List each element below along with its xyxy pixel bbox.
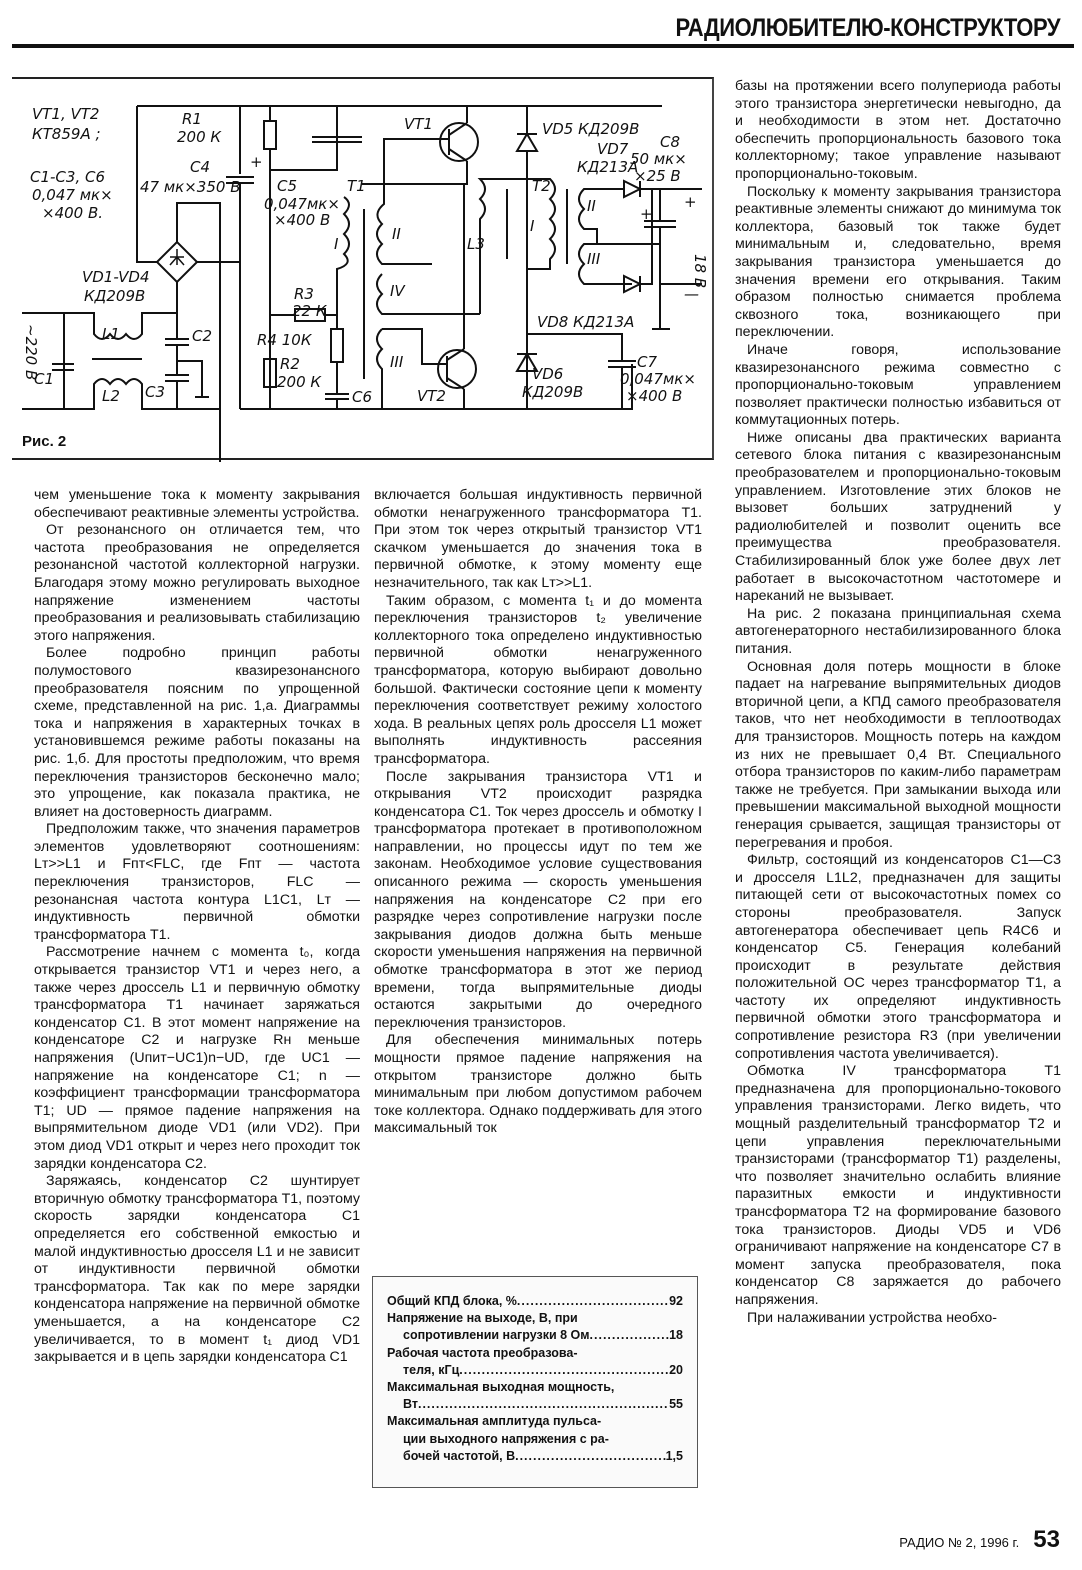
label-c3: C3: [145, 383, 166, 401]
label-c8-voltage: ×25 В: [634, 167, 681, 185]
label-c1: C1: [34, 370, 55, 388]
spec-power: [387, 1396, 683, 1413]
label-c6: C6: [352, 388, 373, 406]
label-t2-winding-iii: III: [587, 250, 601, 268]
label-vd7-type: КД213А: [577, 158, 639, 176]
label-t2: T2: [532, 177, 551, 195]
label-c7-value: 0,047мк×: [620, 370, 696, 388]
label-c5: C5: [277, 177, 298, 195]
text-column-3: [735, 78, 1061, 1327]
label-vt2: VT2: [417, 387, 446, 405]
schematic-svg: [12, 79, 714, 462]
label-vt-type: КТ859А ;: [32, 125, 101, 143]
label-c5-voltage: ×400 В: [274, 211, 331, 229]
label-vt1: VT1: [404, 115, 433, 133]
c4-plus-sign: +: [250, 153, 263, 171]
spec-label: Общий КПД блока, %: [387, 1294, 517, 1308]
label-caps-voltage: ×400 В.: [42, 204, 104, 222]
label-r3-value: 22 К: [292, 302, 327, 320]
paragraph: Более подробно принцип работы полумостового квазирезонансного преобразователя поясним по упрощенной схеме, представленной на рис. 1,а. Диаграммы тока и напряжения в характерных точках в установившемся режиме работы показаны на рис. 1,б. Для простоты предположим, что время переключения транзисторов бесконечно мало; это упрощение, как показала практика, не влияет на достоверность диаграмм.: [34, 645, 360, 820]
paragraph: Таким образом, с момента t₁ и до момента переключения транзисторов t₂ увеличение коллекторного тока определено индуктивностью первичной обмотки ненагруженного трансформатора, которую выбирают довольно большой. Фактически состояние цепи к моменту переключения соответствует режиму холостого хода. В реальных цепях роль дросселя L1 может выполнять индуктивность рассеяния трансформатора.: [374, 592, 702, 767]
spec-value: 1,5: [665, 1448, 683, 1463]
label-c2: C2: [192, 327, 213, 345]
text-column-2: [374, 487, 702, 1138]
paragraph: Основная доля потерь мощности в блоке падает на нагревание выпрямительных диодов вторичной цепи, а КПД самого преобразователя таков, что нет необходимости в теплоотводах для транзисторов. Мощность потерь на каждом из них не превышает 0,4 Вт. Специального отбора транзисторов по каким-либо параметрам также не требуется. При замыкании выхода или превышении максимальной выходной мощности генерация срывается, защищая транзисторы от перегревания и пробоя.: [735, 658, 1061, 851]
label-c5-value: 0,047мк×: [264, 195, 340, 213]
spec-label: Напряжение на выходе, В, при: [387, 1311, 578, 1326]
paragraph: На рис. 2 показана принципиальная схема автогенераторного нестабилизированного блока питания.: [735, 605, 1061, 657]
paragraph: Ниже описаны два практических варианта сетевого блока питания с квазирезонансным преобразователем и пропорционально-токовым управлением. Изготовление этих блоков не вызовет больших затруднений у радиолюбителей и позволит оценить все преимущества преобразователя. Стабилизированный блок уже более двух лет работает в высокочастотном частотомере и нареканий не вызывает.: [735, 429, 1061, 605]
paragraph: Фильтр, состоящий из конденсаторов С1—С3 и дросселя L1L2, предназначен для защиты питающей сети от высокочастотных помех со стороны преобразователя. Запуск автогенератора обеспечивает цепь R4C6 и конденсатор С5. Генерация колебаний происходит в результате действия положительной ОС через трансформатор Т1, а частоту их определяют индуктивность первичной обмотки этого трансформатора и сопротивление резистора R3 (при увеличении сопротивления частота увеличивается).: [735, 852, 1061, 1062]
paragraph: базы на протяжении всего полупериода работы этого транзистора энергетически невыгодно, да и необходимости в этом нет. Достаточно обеспечить пропорциональность базового тока коллекторному; такое управление называют пропорционально-токовым.: [735, 78, 1061, 182]
label-caps-note: C1-C3, C6: [30, 168, 105, 186]
spec-efficiency: [387, 1293, 683, 1310]
spec-label: теля, кГц: [403, 1362, 460, 1377]
label-c7-voltage: ×400 В: [626, 387, 683, 405]
spec-value: 18: [669, 1328, 683, 1343]
paragraph: Рассмотрение начнем с момента t₀, когда открывается транзистор VT1 и через него, а также через дроссель L1 и первичную обмотку трансформатора Т1 начинает заряжаться конденсатор С1. В этот момент напряжение на конденсаторе С2 и нагрузке Rн меньше напряжения (Uпит−UC1)n−UD, где UC1 — напряжение на конденсаторе С1; n — коэффициент трансформации трансформатора Т1; UD — прямое падение напряжения на выпрямительном диоде VD1 (или VD2). При этом диод VD1 открыт и через него проходит ток зарядки конденсатора С2.: [34, 944, 360, 1172]
label-c8: C8: [660, 133, 681, 151]
paragraph: Для обеспечения минимальных потерь мощности прямое падение напряжения на открытом транзисторе должно быть минимальным при любом допустимом рабочем токе коллектора. Однако поддерживать для этого максимальный ток: [374, 1032, 702, 1137]
spec-label: Максимальная выходная мощность,: [387, 1380, 615, 1395]
paragraph: Заряжаясь, конденсатор С2 шунтирует вторичную обмотку трансформатора Т1, поэтому скорость зарядки конденсатора С1 определяется его собственной емкостью и малой индуктивностью дросселя L1 и не зависит от индуктивности первичной обмотки трансформатора. Так как по мере зарядки конденсатора напряжение на первичной обмотке уменьшается, а на конденсаторе С2 увеличивается, то в момент t₁ диод VD1 закрывается и в цепь зарядки конденсатора С1: [34, 1173, 360, 1366]
label-t1-winding-i: I: [334, 235, 339, 253]
circuit-diagram-figure: [12, 77, 714, 460]
output-minus-terminal: —: [684, 285, 699, 303]
label-r2-value: 200 К: [277, 373, 322, 391]
label-c7: C7: [637, 353, 658, 371]
page-footer: [899, 1526, 1060, 1554]
label-vd6-type: КД209В: [522, 383, 584, 401]
paragraph: От резонансного он отличается тем, что частота преобразования не определяется резонансной частотой коллекторной нагрузки. Благодаря этому можно регулировать выходное напряжение изменением частоты преобразования и реализовывать стабилизацию этого напряжения.: [34, 522, 360, 644]
label-vd7: VD7: [597, 140, 629, 158]
paragraph: включается большая индуктивность первичной обмотки ненагруженного трансформатора Т1. При этом ток через открытый транзистор VT1 скачком уменьшается до значения тока в первичной обмотке, к этому моменту еще незначительного, так как Lт>>L1.: [374, 487, 702, 591]
label-mains-voltage: ~220 В: [22, 324, 40, 381]
paragraph: Предположим также, что значения параметров элементов удовлетворяют соотношениям: Lт>>L1 и Fпт<FLC, где Fпт — частота переключения транзисторов, FLC — резонансная частота контура L1C1, Lт — индуктивность первичной обмотки трансформатора Т1.: [34, 821, 360, 943]
spec-frequency: [387, 1362, 683, 1379]
label-vd1-vd4-type: КД209В: [84, 287, 146, 305]
label-vd8: VD8 КД213А: [537, 313, 635, 331]
spec-label: сопротивлении нагрузки 8 Ом: [403, 1328, 590, 1343]
spec-label: Рабочая частота преобразова-: [387, 1345, 578, 1360]
spec-output-voltage: [387, 1327, 683, 1344]
label-c4: C4: [190, 158, 211, 176]
spec-value: 92: [669, 1294, 683, 1308]
spec-value: 20: [669, 1362, 683, 1377]
label-t1: T1: [347, 177, 366, 195]
text-column-1: [34, 487, 360, 1367]
label-t2-winding-i: I: [530, 217, 535, 235]
paragraph: Обмотка IV трансформатора Т1 предназначена для пропорционально-токового управления транзисторами. Легко видеть, что мощный разделительный трансформатор Т2 и цепи управления переключательными транзисторами (трансформатор Т1) разделены, что позволяет значительно ослабить влияние паразитных емкости и индуктивности трансформатора Т2 на формирование базового тока транзисторов. Диоды VD5 и VD6 ограничивают напряжение на конденсаторе С7 в момент запуска преобразователя, пока конденсатор С8 заряжается до рабочего напряжения.: [735, 1063, 1061, 1308]
paragraph: При налаживании устройства необхо-: [747, 1309, 998, 1326]
paragraph: Иначе говоря, использование квазирезонансного режима совместно с пропорционально-токовым управлением позволяет практически полностью избавиться от коммутационных потерь.: [735, 341, 1061, 429]
page-number: 53: [1033, 1526, 1060, 1553]
spec-label: Максимальная амплитуда пульса-: [387, 1414, 602, 1429]
issue-info: РАДИО № 2, 1996 г.: [899, 1535, 1020, 1550]
label-l3: L3: [467, 235, 485, 253]
label-c8-value: 50 мк×: [630, 150, 687, 168]
label-l2: L2: [102, 387, 120, 405]
label-vd1-vd4: VD1-VD4: [82, 268, 150, 286]
paragraph: После закрывания транзистора VT1 и открывания VT2 происходит разрядка конденсатора С1. Ток через дроссель и обмотку I трансформатора протекает в противоположном направлении, но процессы идут по тем же законам. Необходимое условие существования описанного режима — скорость уменьшения напряжения на конденсаторе С2 при его разрядке через сопротивление нагрузки после закрывания диодов должна быть меньше скорости уменьшения напряжения на первичной обмотке трансформатора в этот же период времени, тогда выпрямительные диоды остаются закрытыми до очередного переключения транзисторов.: [374, 768, 702, 1031]
spec-label: ции выходного напряжения с ра-: [403, 1431, 609, 1446]
label-caps-value: 0,047 мк×: [32, 186, 113, 204]
spec-value: 55: [669, 1397, 683, 1412]
spec-label: бочей частотой, В: [403, 1448, 516, 1463]
output-plus-terminal: +: [684, 193, 697, 211]
label-t1-winding-iii: III: [390, 353, 404, 371]
label-c4-value: 47 мк×350 В: [140, 178, 241, 196]
label-r4: R4 10К: [257, 331, 312, 349]
label-r1: R1: [182, 110, 202, 128]
label-r2: R2: [280, 355, 300, 373]
figure-caption: Рис. 2: [22, 433, 67, 450]
label-t1-winding-iv: IV: [390, 282, 405, 300]
label-output-voltage: 18 В: [691, 254, 709, 289]
label-vt-note: VT1, VT2: [32, 105, 100, 123]
spec-label: Вт: [403, 1397, 418, 1412]
spec-ripple: [387, 1448, 683, 1465]
paragraph: чем уменьшение тока к моменту закрывания обеспечивают реактивные элементы устройства.: [34, 487, 360, 521]
label-vd6: VD6: [532, 365, 564, 383]
c8-plus-sign: +: [640, 205, 653, 223]
specifications-box: [372, 1276, 698, 1488]
header-rule: [12, 44, 1074, 48]
label-l1: L1: [102, 325, 120, 343]
paragraph: Поскольку к моменту закрывания транзистора реактивные элементы снижают до минимума ток коллектора, базовый ток также будет минимальным и, следовательно, время закрывания транзистора уменьшается до значения времени его открывания. Таким образом полностью снимается проблема сквозного тока, возникающего при переключении.: [735, 183, 1061, 341]
section-title: РАДИОЛЮБИТЕЛЮ-КОНСТРУКТОРУ: [675, 14, 1060, 42]
label-vd5: VD5 КД209В: [542, 120, 640, 138]
label-r1-value: 200 К: [177, 128, 222, 146]
label-r3: R3: [294, 285, 314, 303]
label-t2-winding-ii: II: [587, 197, 596, 215]
label-t1-winding-ii: II: [392, 225, 401, 243]
